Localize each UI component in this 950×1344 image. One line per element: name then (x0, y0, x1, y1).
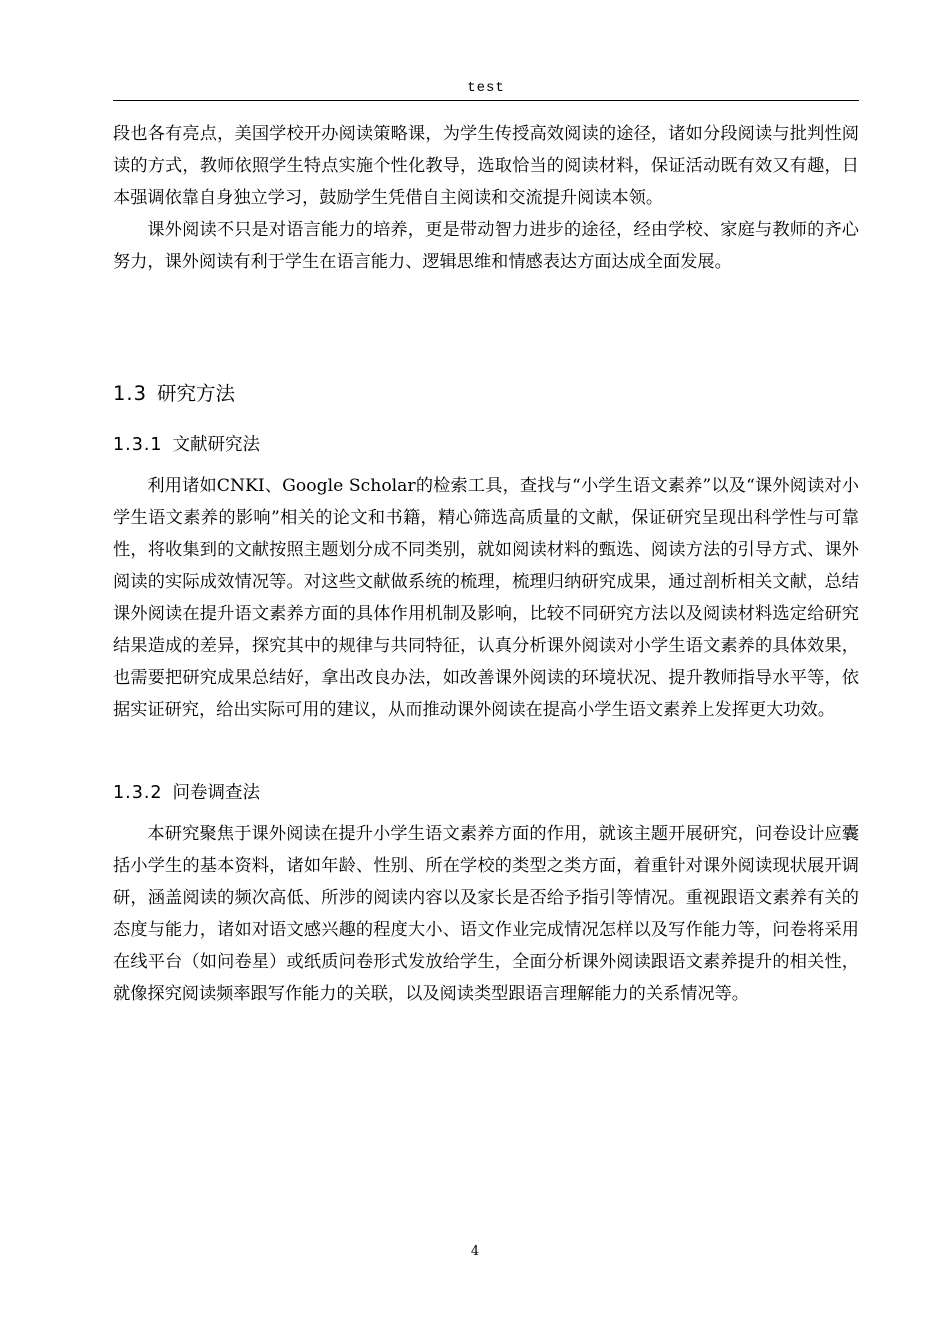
intro-section (113, 118, 859, 278)
paragraph: 利用诸如CNKI、Google Scholar的检索工具，查找与“小学生语文素养”以及“课外阅读对小学生语文素养的影响”相关的论文和书籍，精心筛选高质量的文献，保证研究呈现出科学性与可靠性，将收集到的文献按照主题划分成不同类别，就如阅读材料的甄选、阅读方法的引导方式、课外阅读的实际成效情况等。对这些文献做系统的梳理，梳理归纳研究成果，通过剖析相关文献，总结课外阅读在提升语文素养方面的具体作用机制及影响，比较不同研究方法以及阅读材料选定给研究结果造成的差异，探究其中的规律与共同特征，认真分析课外阅读对小学生语文素养的具体效果，也需要把研究成果总结好，拿出改良办法，如改善课外阅读的环境状况、提升教师指导水平等，依据实证研究，给出实际可用的建议，从而推动课外阅读在提高小学生语文素养上发挥更大功效。 (113, 476, 859, 720)
section-heading-1-3-2 (113, 779, 260, 804)
page-number: 4 (470, 1244, 480, 1259)
paragraph: 段也各有亮点，美国学校开办阅读策略课，为学生传授高效阅读的途径，诸如分段阅读与批判性阅读的方式，教师依照学生特点实施个性化教导，选取恰当的阅读材料，保证活动既有效又有趣，日本强调依靠自身独立学习，鼓励学生凭借自主阅读和交流提升阅读本领。 (113, 124, 859, 208)
section-number: 1.3.1 (113, 435, 163, 455)
paragraph: 课外阅读不只是对语言能力的培养，更是带动智力进步的途径，经由学校、家庭与教师的齐心努力，课外阅读有利于学生在语言能力、逻辑思维和情感表达方面达成全面发展。 (113, 220, 859, 272)
header-title: test (467, 80, 505, 96)
section-number: 1.3.2 (113, 783, 163, 803)
questionnaire-section (113, 818, 859, 1010)
section-heading-1-3-1 (113, 431, 260, 456)
section-heading-1-3 (113, 378, 235, 406)
paragraph: 本研究聚焦于课外阅读在提升小学生语文素养方面的作用，就该主题开展研究，问卷设计应囊括小学生的基本资料，诸如年龄、性别、所在学校的类型之类方面，着重针对课外阅读现状展开调研，涵盖阅读的频次高低、所涉的阅读内容以及家长是否给予指引等情况。重视跟语文素养有关的态度与能力，诸如对语文感兴趣的程度大小、语文作业完成情况怎样以及写作能力等，问卷将采用在线平台（如问卷星）或纸质问卷形式发放给学生，全面分析课外阅读跟语文素养提升的相关性，就像探究阅读频率跟写作能力的关联，以及阅读类型跟语言理解能力的关系情况等。 (113, 824, 859, 1004)
section-title: 文献研究法 (172, 435, 261, 455)
section-title: 问卷调查法 (172, 783, 261, 803)
literature-research-section (113, 470, 859, 726)
section-title: 研究方法 (157, 382, 236, 405)
page-header (113, 78, 859, 101)
section-number: 1.3 (113, 382, 148, 405)
